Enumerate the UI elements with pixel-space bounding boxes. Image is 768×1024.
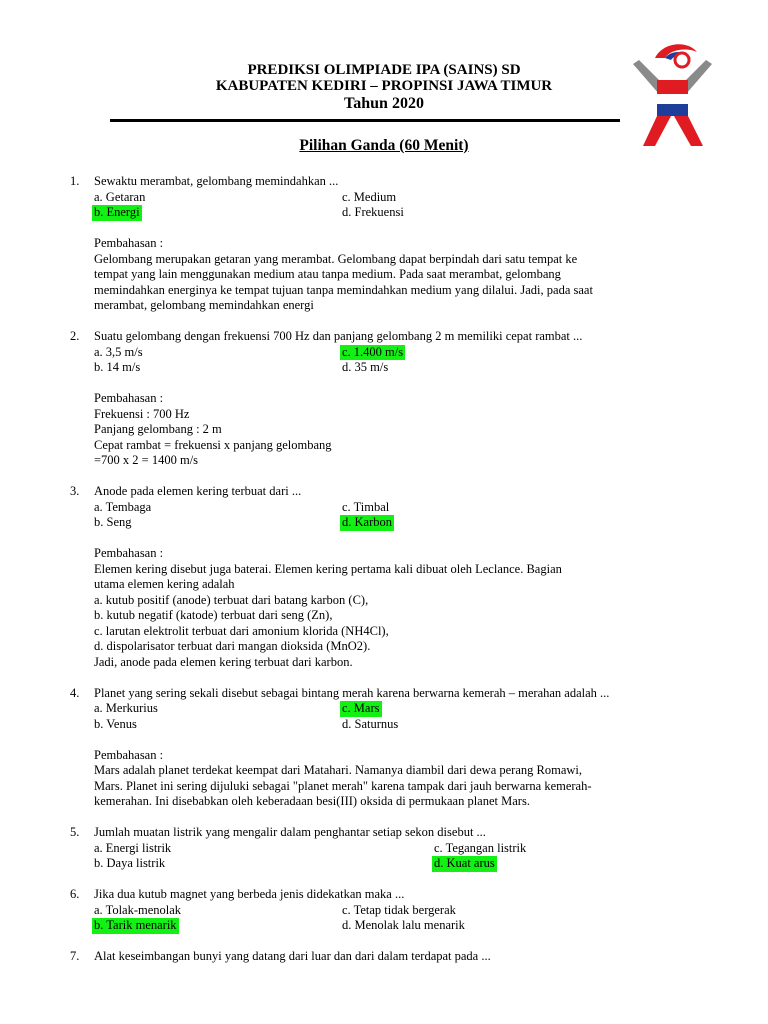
question-1 [70,174,698,314]
header-region: KABUPATEN KEDIRI – PROPINSI JAWA TIMUR [215,78,553,94]
option-b: b. Seng [94,515,132,529]
discussion-line: merambat, gelombang memindahkan energi [94,298,314,312]
discussion-line: c. larutan elektrolit terbuat dari amonium klorida (NH4Cl), [94,623,389,638]
discussion-line: Gelombang merupakan getaran yang merambat. Gelombang dapat berpindah dari satu tempat ke [94,251,578,266]
discussion-label: Pembahasan : [94,391,164,405]
question-number: 3. [70,484,80,498]
question-number: 4. [70,685,80,700]
discussion-line: memindahkan energinya ke tempat tujuan tanpa memindahkan medium yang dilalui. Jadi, pada saat [94,282,593,297]
question-number: 7. [70,949,80,963]
question-text: Anode pada elemen kering terbuat dari ... [94,484,302,498]
discussion-line: Mars adalah planet terdekat keempat dari Matahari. Namanya diambil dari dewa perang Romawi, [94,763,583,777]
option-a: a. Energi listrik [94,840,172,855]
discussion-line: tempat yang lain menggunakan medium atau tanpa medium. Pada saat merambat, gelombang [94,267,561,281]
option-c: c. Tegangan listrik [434,840,527,855]
option-d: d. 35 m/s [342,360,389,374]
question-5 [70,825,698,872]
option-b-correct: b. Energi [94,205,140,219]
question-text: Jika dua kutub magnet yang berbeda jenis didekatkan maka ... [94,887,405,901]
question-6 [70,887,698,934]
option-a: a. 3,5 m/s [94,344,143,359]
discussion-line: =700 x 2 = 1400 m/s [94,453,199,467]
question-4 [70,686,698,810]
discussion-line: b. kutub negatif (katode) terbuat dari seng (Zn), [94,608,333,622]
option-b-correct: b. Tarik menarik [94,918,177,932]
question-list [70,174,698,965]
option-c: c. Tetap tidak bergerak [342,902,456,917]
question-number: 5. [70,825,80,839]
question-number: 6. [70,887,80,901]
header-rule [110,119,620,122]
option-c: c. Medium [342,189,397,204]
question-text: Suatu gelombang dengan frekuensi 700 Hz dan panjang gelombang 2 m memiliki cepat rambat ... [94,329,583,343]
option-d-correct: d. Karbon [342,515,392,529]
discussion-line: Elemen kering disebut juga baterai. Elemen kering pertama kali dibuat oleh Leclance. Bagian [94,561,562,576]
question-text: Alat keseimbangan bunyi yang datang dari luar dan dari dalam terdapat pada ... [94,949,491,963]
discussion-line: a. kutub positif (anode) terbuat dari batang karbon (C), [94,592,369,607]
question-3 [70,484,698,670]
option-d: d. Frekuensi [342,205,404,219]
question-text: Planet yang sering sekali disebut sebagai bintang merah karena berwarna kemerah – merahan adalah ... [94,685,610,700]
question-text: Sewaktu merambat, gelombang memindahkan ... [94,174,339,188]
section-title: Pilihan Ganda (60 Menit) [299,137,469,154]
option-d: d. Saturnus [342,716,399,731]
discussion-line: kemerahan. Ini disebabkan oleh keberadaan besi(III) oksida di permukaan planet Mars. [94,794,530,808]
option-c: c. Timbal [342,499,390,514]
option-d-correct: d. Kuat arus [434,856,495,870]
header-year: Tahun 2020 [344,95,424,112]
option-a: a. Getaran [94,189,146,204]
discussion-line: utama elemen kering adalah [94,577,235,591]
discussion-line: d. dispolarisator terbuat dari mangan dioksida (MnO2). [94,639,371,653]
question-text: Jumlah muatan listrik yang mengalir dalam penghantar setiap sekon disebut ... [94,825,486,839]
option-a: a. Tolak-menolak [94,902,182,917]
document-header [110,62,658,114]
question-number: 1. [70,174,80,188]
option-c-correct: c. Mars [342,701,380,715]
option-b: b. Venus [94,716,137,731]
olympiad-logo [625,36,720,148]
question-7 [70,949,698,965]
option-a: a. Merkurius [94,701,158,715]
discussion-label: Pembahasan : [94,236,164,250]
discussion-line: Frekuensi : 700 Hz [94,406,190,421]
discussion-label: Pembahasan : [94,546,164,560]
question-number: 2. [70,329,80,343]
discussion-line: Cepat rambat = frekuensi x panjang gelombang [94,437,332,452]
discussion-label: Pembahasan : [94,747,164,762]
option-b: b. Daya listrik [94,856,166,870]
question-2 [70,329,698,469]
option-a: a. Tembaga [94,499,152,514]
option-b: b. 14 m/s [94,360,141,374]
discussion-line: Jadi, anode pada elemen kering terbuat dari karbon. [94,654,353,669]
discussion-line: Panjang gelombang : 2 m [94,422,222,436]
option-c-correct: c. 1.400 m/s [342,344,404,359]
header-title: PREDIKSI OLIMPIADE IPA (SAINS) SD [247,62,521,78]
option-d: d. Menolak lalu menarik [342,918,465,932]
discussion-line: Mars. Planet ini sering dijuluki sebagai "planet merah" karena tampak dari jauh berwarna kemerah- [94,778,592,793]
